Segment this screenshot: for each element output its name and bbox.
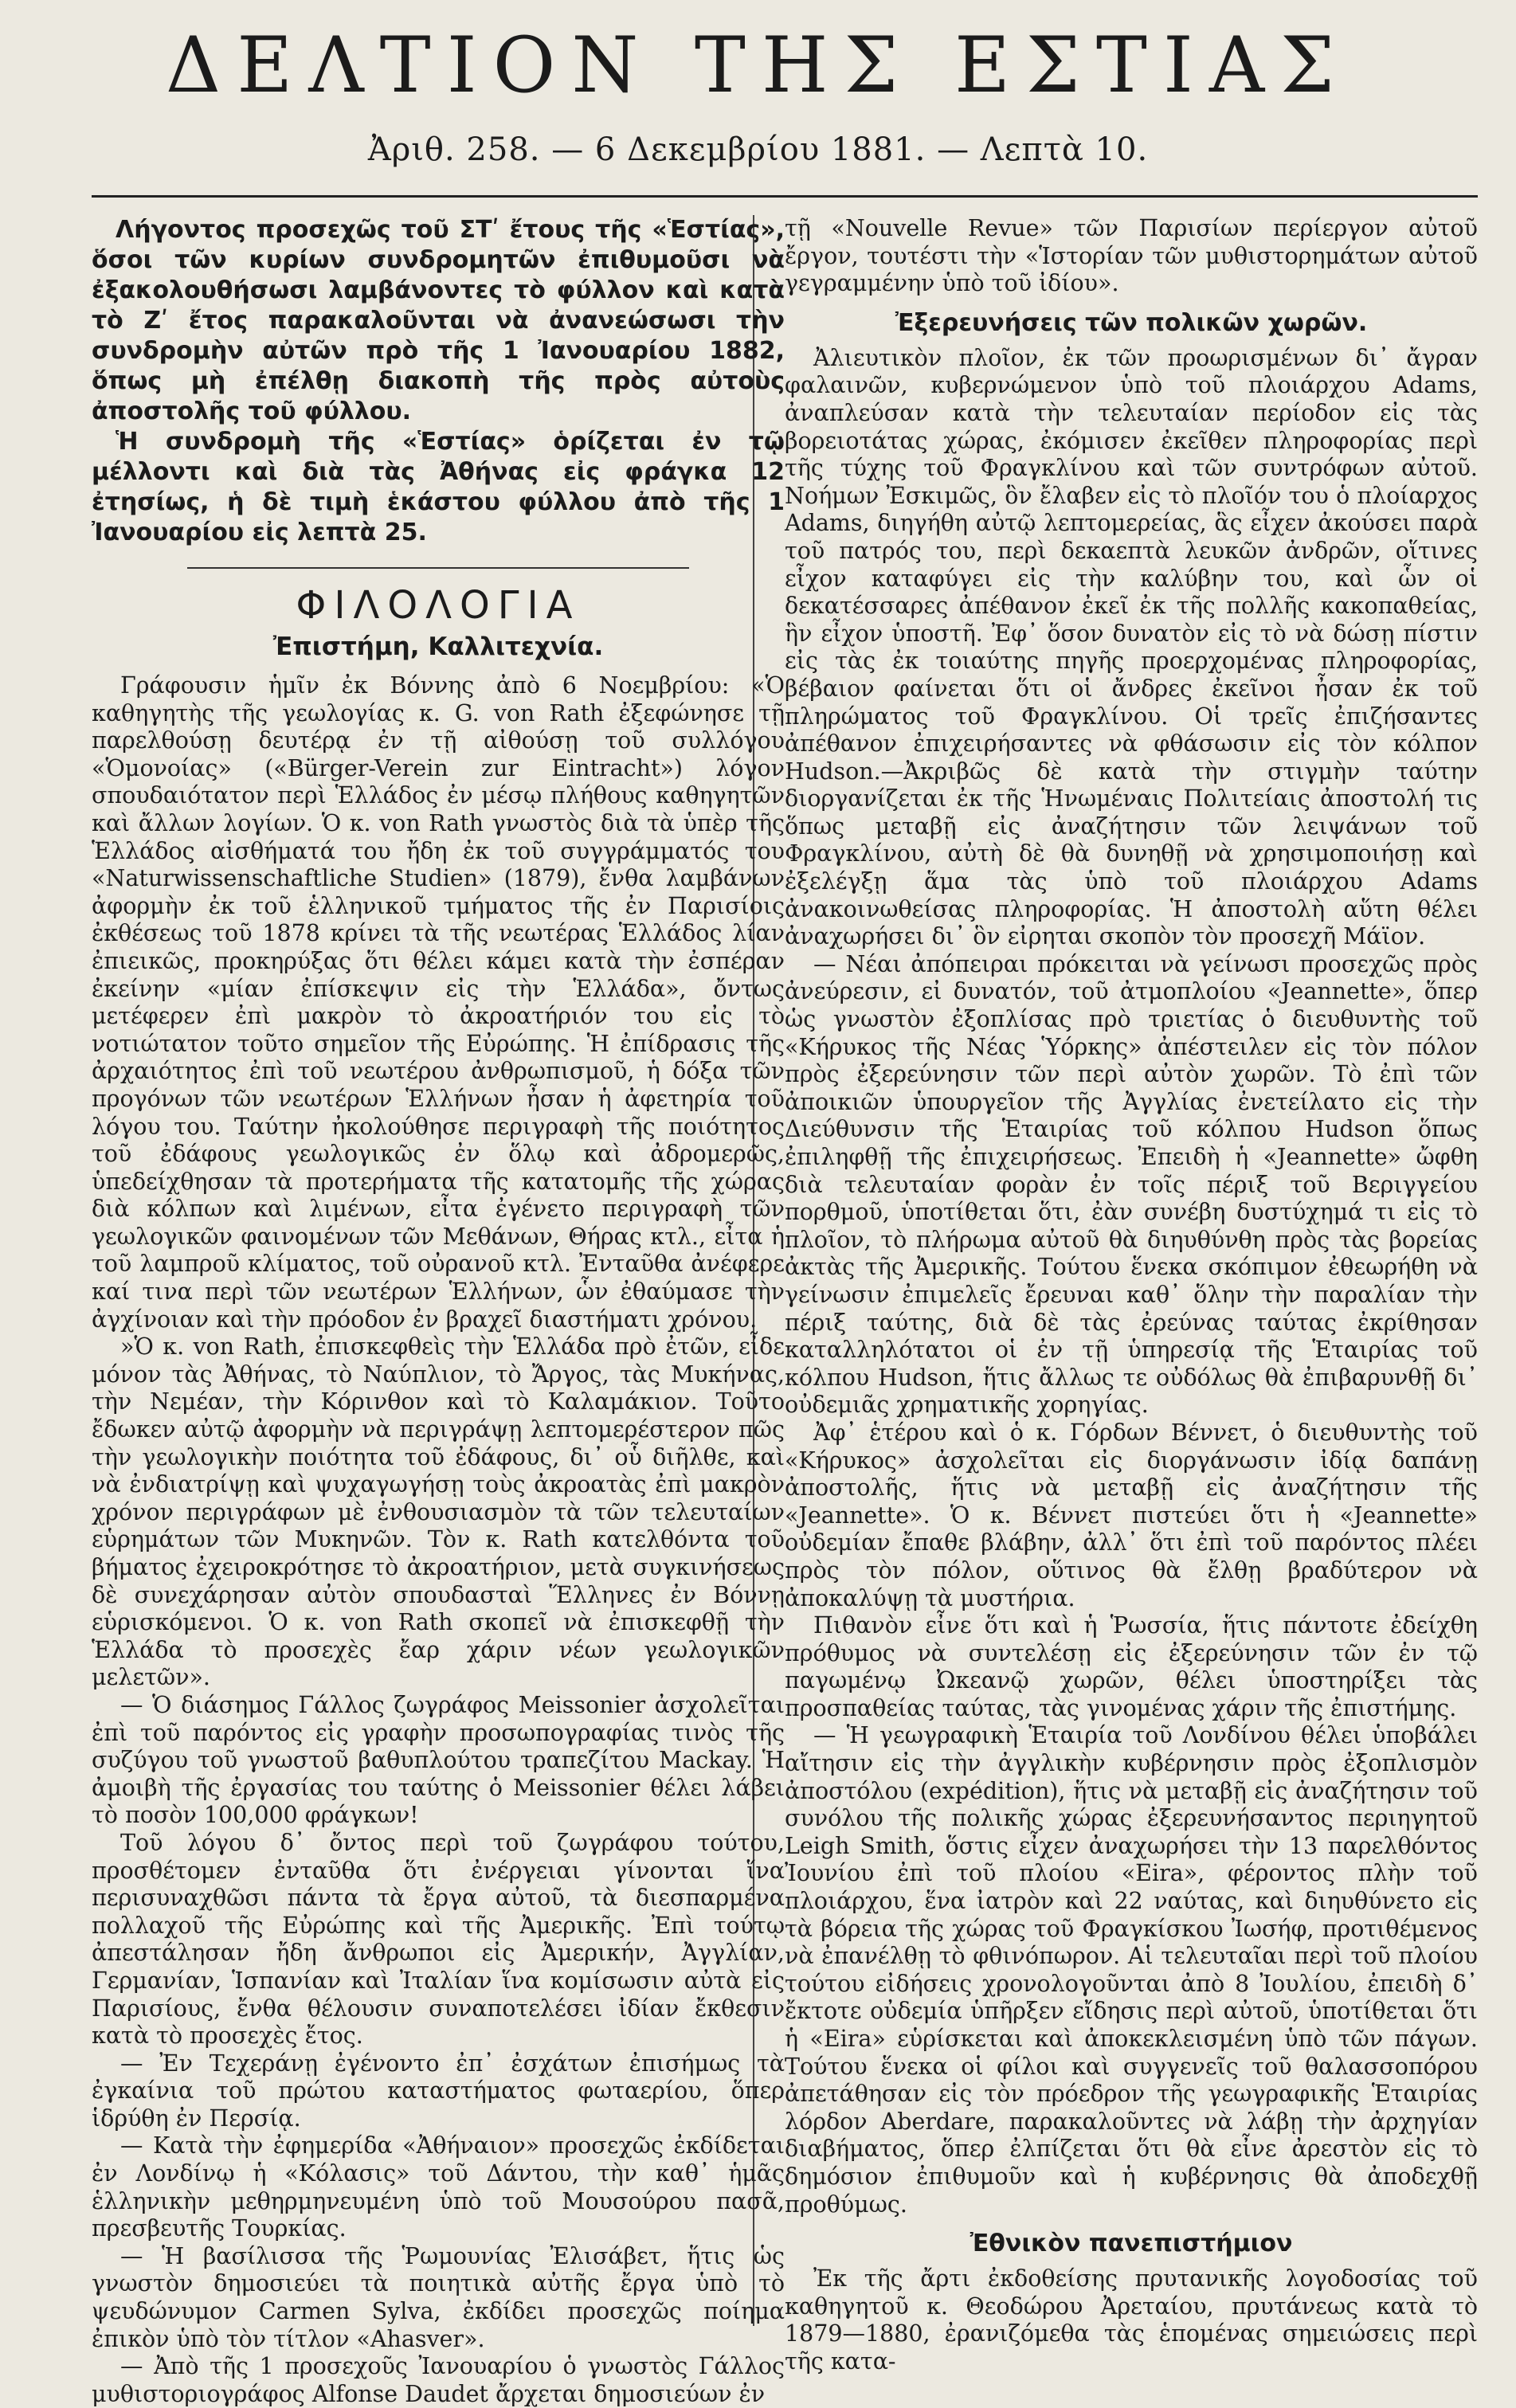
right-column [785, 215, 1478, 2376]
article-paragraph: Γράφουσιν ἡμῖν ἐκ Βόννης ἀπὸ 6 Νοεμβρίου: «Ὁ καθηγητὴς τῆς γεωλογίας κ. G. von Rath ἐξεφώνησε τῇ παρελθούσῃ δευτέρᾳ ἐν τῇ αἰθούσῃ τοῦ συλλόγου «Ὁμονοίας» («Bürger-Verein zur Eintracht») λόγον σπουδαιότατον περὶ Ἑλλάδος ἐν μέσῳ πλήθους καθηγητῶν καὶ ἄλλων λογίων. Ὁ κ. von Rath γνωστὸς διὰ τὰ ὑπὲρ τῆς Ἑλλάδος αἰσθήματά του ἤδη ἐκ τοῦ συγγράμματός του «Naturwissenschaftliche Studien» (1879), ἔνθα λαμβάνων ἀφορμὴν ἐκ τοῦ ἑλληνικοῦ τμήματος τῆς ἐν Παρισίοις ἐκθέσεως τοῦ 1878 κρίνει τὰ τῆς νεωτέρας Ἑλλάδος λίαν ἐπιεικῶς, προκηρύξας ὅτι θέλει κάμει κατὰ τὴν ἐσπέραν ἐκείνην «μίαν ἐπίσκεψιν εἰς τὴν Ἑλλάδα», ὄντως μετέφερεν ἐπὶ μακρὸν τὸ ἀκροατήριόν του εἰς τὸ νοτιώτατον τοῦτο σημεῖον τῆς Εὐρώπης. Ἡ ἐπίδρασις τῆς ἀρχαιότητος ἐπὶ τοῦ νεωτέρου ἀνθρωπισμοῦ, ἡ δόξα τῶν προγόνων τῶν νεωτέρων Ἑλλήνων ἦσαν ἡ ἀφετηρία τοῦ λόγου του. Ταύτην ἠκολούθησε περιγραφὴ τῆς ποιότητος τοῦ ἐδάφους γεωλογικῶς ἐν ὅλῳ καὶ ἀδρομερῶς, ὑπεδείχθησαν τὰ προτερήματα τῆς κατατομῆς τῆς χώρας διὰ κόλπων καὶ λιμένων, εἶτα ἐγένετο περιγραφὴ τῶν γεωλογικῶν φαινομένων τῶν Μεθάνων, Θήρας κτλ., εἶτα ἡ τοῦ λαμπροῦ κλίματος, τοῦ οὐρανοῦ κτλ. Ἐνταῦθα ἀνέφερε καί τινα περὶ τῶν νεωτέρων Ἑλλήνων, ὧν ἐθαύμασε τὴν ἀγχίνοιαν καὶ τὴν πρόοδον ἐν βραχεῖ διαστήματι χρόνου. [92, 672, 785, 1333]
article-paragraph: Ἀφ᾽ ἑτέρου καὶ ὁ κ. Γόρδων Βέννετ, ὁ διευθυντὴς τοῦ «Κήρυκος» ἀσχολεῖται εἰς διοργάνωσιν ἰδίᾳ δαπάνῃ ἀποστολῆς, ἥτις νὰ μεταβῇ εἰς ἀναζήτησιν τῆς «Jeannette». Ὁ κ. Βέννετ πιστεύει ὅτι ἡ «Jeannette» οὐδεμίαν ἔπαθε βλάβην, ἀλλ᾽ ὅτι ἐπὶ τοῦ παρόντος πλέει πρὸς τὸν πόλον, οὕτινος θὰ ἔλθῃ βραδύτερον νὰ ἀποκαλύψῃ τὰ μυστήρια. [785, 1419, 1478, 1611]
article-paragraph: Τοῦ λόγου δ᾽ ὄντος περὶ τοῦ ζωγράφου τούτου, προσθέτομεν ἐνταῦθα ὅτι ἐνέργειαι γίνονται ἵνα περισυναχθῶσι πάντα τὰ ἔργα αὐτοῦ, τὰ διεσπαρμένα πολλαχοῦ τῆς Εὐρώπης καὶ τῆς Ἀμερικῆς. Ἐπὶ τούτῳ ἀπεστάλησαν ἤδη ἄνθρωποι εἰς Ἀμερικήν, Ἀγγλίαν, Γερμανίαν, Ἱσπανίαν καὶ Ἰταλίαν ἵνα κομίσωσιν αὐτὰ εἰς Παρισίους, ἔνθα θέλουσιν συναποτελέσει ἰδίαν ἔκθεσιν κατὰ τὸ προσεχὲς ἔτος. [92, 1829, 785, 2050]
article-paragraph: — Ἀπὸ τῆς 1 προσεχοῦς Ἰανουαρίου ὁ γνωστὸς Γάλλος μυθιστοριογράφος Alfonse Daudet ἄρχεται δημοσιεύων ἐν [92, 2353, 785, 2407]
notice-paragraph: Λήγοντος προσεχῶς τοῦ ΣΤʹ ἔτους τῆς «Ἑστίας», ὅσοι τῶν κυρίων συνδρομητῶν ἐπιθυμοῦσι νὰ ἐξακολουθήσωσι λαμβάνοντες τὸ φύλλον καὶ κατὰ τὸ Ζʹ ἔτος παρακαλοῦνται νὰ ἀνανεώσωσι τὴν συνδρομὴν αὐτῶν πρὸ τῆς 1 Ἰανουαρίου 1882, ὅπως μὴ ἐπέλθῃ διακοπὴ τῆς πρὸς αὐτοὺς ἀποστολῆς τοῦ φύλλου. [92, 216, 785, 425]
article-paragraph: — Ἡ βασίλισσα τῆς Ῥωμουνίας Ἐλισάβετ, ἥτις ὡς γνωστὸν δημοσιεύει τὰ ποιητικὰ αὐτῆς ἔργα ὑπὸ τὸ ψευδώνυμον Carmen Sylva, ἐκδίδει προσεχῶς ποίημα ἐπικὸν ὑπὸ τὸν τίτλον «Ahasver». [92, 2242, 785, 2352]
article-body [785, 215, 1478, 2376]
article-heading: Ἐθνικὸν πανεπιστήμιον [970, 2230, 1293, 2258]
subscription-notice [92, 215, 785, 548]
issue-dateline: Ἀριθ. 258. — 6 Δεκεμβρίου 1881. — Λεπτὰ 10. [367, 131, 1149, 168]
article-paragraph: — Νέαι ἀπόπειραι πρόκειται νὰ γείνωσι προσεχῶς πρὸς ἀνεύρεσιν, εἰ δυνατόν, τοῦ ἀτμοπλοίου «Jeannette», ὅπερ ὡς γνωστὸν ἐξοπλίσας πρὸ τριετίας ὁ διευθυντὴς τοῦ «Κήρυκος τῆς Νέας Ὑόρκης» ἀπέστειλεν εἰς τὸν πόλον πρὸς ἐξερεύνησιν τῶν περὶ αὐτὸν χωρῶν. Τὸ ἐπὶ τῶν ἀποικιῶν ὑπουργεῖον τῆς Ἀγγλίας ἐνετείλατο εἰς τὴν Διεύθυνσιν τῆς Ἑταιρίας τοῦ κόλπου Hudson ὅπως ἐπιληφθῇ τῆς ἐπιχειρήσεως. Ἐπειδὴ ἡ «Jeannette» ὤφθη διὰ τελευταίαν φορὰν ἐν τοῖς πέριξ τοῦ Βεριγγείου πορθμοῦ, ὑποτίθεται ὅτι, ἐὰν συνέβη δυστύχημά τι εἰς τὸ πλοῖον, τὸ πλήρωμα αὐτοῦ θὰ διηυθύνθη πρὸς τὰς βορείας ἀκτὰς τῆς Ἀμερικῆς. Τούτου ἕνεκα σκόπιμον ἐθεωρήθη νὰ γείνωσιν ἐπιμελεῖς ἔρευναι καθ᾽ ὅλην τὴν παραλίαν τὴν πέριξ ταύτης, διὰ δὲ τὰς ἐρεύνας ταύτας ἐκρίθησαν καταλληλότατοι οἱ ἐν τῇ ὑπηρεσίᾳ τῆς Ἑταιρίας τοῦ κόλπου Hudson, ἥτις ἄλλως τε οὐδόλως θὰ ἐπιβαρυνθῇ δι᾽ οὐδεμιᾶς χρηματικῆς χορηγίας. [785, 950, 1478, 1419]
left-column [92, 215, 785, 2408]
article-paragraph: — Ὁ διάσημος Γάλλος ζωγράφος Meissonier ἀσχολεῖται ἐπὶ τοῦ παρόντος εἰς γραφὴν προσωπογραφίας τινὸς τῆς συζύγου τοῦ γνωστοῦ βαθυπλούτου τραπεζίτου Mackay. Ἡ ἀμοιβὴ τῆς ἐργασίας του ταύτης ὁ Meissonier θέλει λάβει τὸ ποσὸν 100,000 φράγκων! [92, 1691, 785, 1829]
article-paragraph: — Ἡ γεωγραφικὴ Ἑταιρία τοῦ Λονδίνου θέλει ὑποβάλει αἴτησιν εἰς τὴν ἀγγλικὴν κυβέρνησιν πρὸς ἐξοπλισμὸν ἀποστόλου (expédition), ἥτις νὰ μεταβῇ εἰς ἀναζήτησιν τοῦ συνόλου τῆς πολικῆς χώρας ἐξερευνήσαντος περιηγητοῦ Leigh Smith, ὅστις εἶχεν ἀναχωρήσει τὴν 13 παρελθόντος Ἰουνίου ἐπὶ τοῦ πλοίου «Eira», φέροντος πλὴν τοῦ πλοιάρχου, ἕνα ἰατρὸν καὶ 22 ναύτας, καὶ διηυθύνετο εἰς τὰ βόρεια τῆς χώρας τοῦ Φραγκίσκου Ἰωσήφ, προτιθέμενος νὰ ἐπανέλθῃ τὸ φθινόπωρον. Αἱ τελευταῖαι περὶ τοῦ πλοίου τούτου εἰδήσεις χρονολογοῦνται ἀπὸ 8 Ἰουλίου, ἐπειδὴ δ᾽ ἔκτοτε οὐδεμία ὑπῆρξεν εἴδησις περὶ αὐτοῦ, ὑποτίθεται ὅτι ἡ «Eira» εὑρίσκεται καὶ ἀποκεκλεισμένη ὑπὸ τῶν πάγων. Τούτου ἕνεκα οἱ φίλοι καὶ συγγενεῖς τοῦ θαλασσοπόρου ἀπετάθησαν εἰς τὸν πρόεδρον τῆς γεωγραφικῆς Ἑταιρίας λόρδον Aberdare, παρακαλοῦντες νὰ λάβῃ τὴν ἀρχηγίαν διαβήματος, ὅπερ ἐλπίζεται ὅτι θὰ εἶνε ἀρεστὸν εἰς τὸ δημόσιον ἐπιθυμοῦν καὶ ἡ κυβέρνησις θὰ ἀποδεχθῇ προθύμως. [785, 1722, 1478, 2218]
section-subhead: Ἐπιστήμη, Καλλιτεχνία. [272, 632, 604, 661]
article-paragraph: »Ὁ κ. von Rath, ἐπισκεφθεὶς τὴν Ἑλλάδα πρὸ ἐτῶν, εἶδε μόνον τὰς Ἀθήνας, τὸ Ναύπλιον, τὸ Ἄργος, τὰς Μυκήνας, τὴν Νεμέαν, τὴν Κόρινθον καὶ τὸ Καλαμάκιον. Τοῦτο ἔδωκεν αὐτῷ ἀφορμὴν νὰ περιγράψῃ λεπτομερέστερον πῶς τὴν γεωλογικὴν ποιότητα τοῦ ἐδάφους, δι᾽ οὗ διῆλθε, καὶ νὰ ἐνδιατρίψῃ καὶ ψυχαγωγήσῃ τοὺς ἀκροατὰς ἐπὶ μακρὸν χρόνον περιγράφων μὲ ἐνθουσιασμὸν τὰ τῶν τελευταίων εὑρημάτων τῶν Μυκηνῶν. Τὸν κ. Rath κατελθόντα τοῦ βήματος ἐχειροκρότησε τὸ ἀκροατήριον, μετὰ συγκινήσεως δὲ συνεχάρησαν αὐτὸν σπουδασταὶ Ἕλληνες ἐν Βόννῃ εὑρισκόμενοι. Ὁ κ. von Rath σκοπεῖ νὰ ἐπισκεφθῇ τὴν Ἑλλάδα τὸ προσεχὲς ἔαρ χάριν νέων γεωλογικῶν μελετῶν». [92, 1333, 785, 1691]
section-title: ΦΙΛΟΛΟΓΙΑ [296, 583, 581, 628]
article-paragraph: Ἀλιευτικὸν πλοῖον, ἐκ τῶν προωρισμένων δι᾽ ἄγραν φαλαινῶν, κυβερνώμενον ὑπὸ τοῦ πλοιάρχου Adams, ἀναπλεύσαν κατὰ τὴν τελευταίαν περίοδον εἰς τὰς βορειοτάτας χώρας, ἐκόμισεν ἐκεῖθεν πληροφορίας περὶ τῆς τύχης τοῦ Φραγκλίνου καὶ τῶν συντρόφων αὐτοῦ. Νοήμων Ἐσκιμῶς, ὃν ἔλαβεν εἰς τὸ πλοῖόν του ὁ πλοίαρχος Adams, διηγήθη αὐτῷ λεπτομερείας, ἃς εἶχεν ἀκούσει παρὰ τοῦ πατρός του, περὶ δεκαεπτὰ λευκῶν ἀνδρῶν, οἵτινες εἶχον καταφύγει εἰς τὴν καλύβην του, καὶ ὧν οἱ δεκατέσσαρες ἀπέθανον ἐκεῖ ἐκ τῆς πολλῆς κακοπαθείας, ἣν εἶχον ὑποστῆ. Ἐφ᾽ ὅσον δυνατὸν εἰς τὸ νὰ δώσῃ πίστιν εἰς τὰς ἐκ τοιαύτης πηγῆς προερχομένας πληροφορίας, βέβαιον φαίνεται ὅτι οἱ ἄνδρες ἐκεῖνοι ἦσαν ἐκ τοῦ πληρώματος τοῦ Φραγκλίνου. Οἱ τρεῖς ἐπιζήσαντες ἀπέθανον ἐπιχειρήσαντες νὰ φθάσωσιν εἰς τὸν κόλπον Hudson.—Ἀκριβῶς δὲ κατὰ τὴν στιγμὴν ταύτην διοργανίζεται ἐκ τῆς Ἡνωμέναις Πολιτείαις ἀποστολή τις ὅπως μεταβῇ εἰς ἀναζήτησιν τῶν λειψάνων τοῦ Φραγκλίνου, αὐτὴ δὲ θὰ δυνηθῇ νὰ χρησιμοποιήσῃ καὶ ἐξελέγξῃ ἅμα τὰς ὑπὸ τοῦ πλοιάρχου Adams ἀνακοινωθείσας πληροφορίας. Ἡ ἀποστολὴ αὕτη θέλει ἀναχωρήσει δι᾽ ὃν εἰρηται σκοπὸν τὸν προσεχῆ Μάϊον. [785, 344, 1478, 950]
article-heading: Ἐξερευνήσεις τῶν πολικῶν χωρῶν. [895, 308, 1368, 337]
masthead-rule [92, 195, 1478, 198]
article-paragraph: — Ἐν Τεχεράνῃ ἐγένοντο ἐπ᾽ ἐσχάτων ἐπισήμως τὰ ἐγκαίνια τοῦ πρώτου καταστήματος φωταερίου, ὅπερ ἱδρύθη ἐν Περσίᾳ. [92, 2050, 785, 2132]
article-paragraph: — Κατὰ τὴν ἐφημερίδα «Ἀθήναιον» προσεχῶς ἐκδίδεται ἐν Λονδίνῳ ἡ «Κόλασις» τοῦ Δάντου, τὴν καθ᾽ ἡμᾶς ἑλληνικὴν μεθηρμηνευμένη ὑπὸ τοῦ Μουσούρου πασᾶ, πρεσβευτῆς Τουρκίας. [92, 2132, 785, 2242]
article-paragraph: τῇ «Nouvelle Revue» τῶν Παρισίων περίεργον αὐτοῦ ἔργον, τουτέστι τὴν «Ἱστορίαν τῶν μυθιστορημάτων αὐτοῦ γεγραμμένην ὑπὸ τοῦ ἰδίου». [785, 215, 1478, 297]
article-body [92, 672, 785, 2408]
article-paragraph: Ἐκ τῆς ἄρτι ἐκδοθείσης πρυτανικῆς λογοδοσίας τοῦ καθηγητοῦ κ. Θεοδώρου Ἀρεταίου, πρυτάνεως κατὰ τὸ 1879—1880, ἐρανιζόμεθα τὰς ἑπομένας σημειώσεις περὶ τῆς κατα- [785, 2265, 1478, 2375]
article-paragraph: Πιθανὸν εἶνε ὅτι καὶ ἡ Ῥωσσία, ἥτις πάντοτε ἐδείχθη πρόθυμος νὰ συντελέσῃ εἰς ἐξερεύνησιν τῶν ἐν τῷ παγωμένῳ Ὠκεανῷ χωρῶν, θέλει ὑποστηρίξει τὰς προσπαθείας ταύτας, τὰς γινομένας χάριν τῆς ἐπιστήμης. [785, 1612, 1478, 1721]
masthead-title: ΔΕΛΤΙΟΝ ΤΗΣ ΕΣΤΙΑΣ [165, 21, 1351, 110]
section-separator [187, 567, 689, 569]
notice-paragraph: Ἡ συνδρομὴ τῆς «Ἑστίας» ὁρίζεται ἐν τῷ μέλλοντι καὶ διὰ τὰς Ἀθήνας εἰς φράγκα 12 ἐτησίως, ἡ δὲ τιμὴ ἑκάστου φύλλου ἀπὸ τῆς 1 Ἰανουαρίου εἰς λεπτὰ 25. [92, 428, 785, 546]
